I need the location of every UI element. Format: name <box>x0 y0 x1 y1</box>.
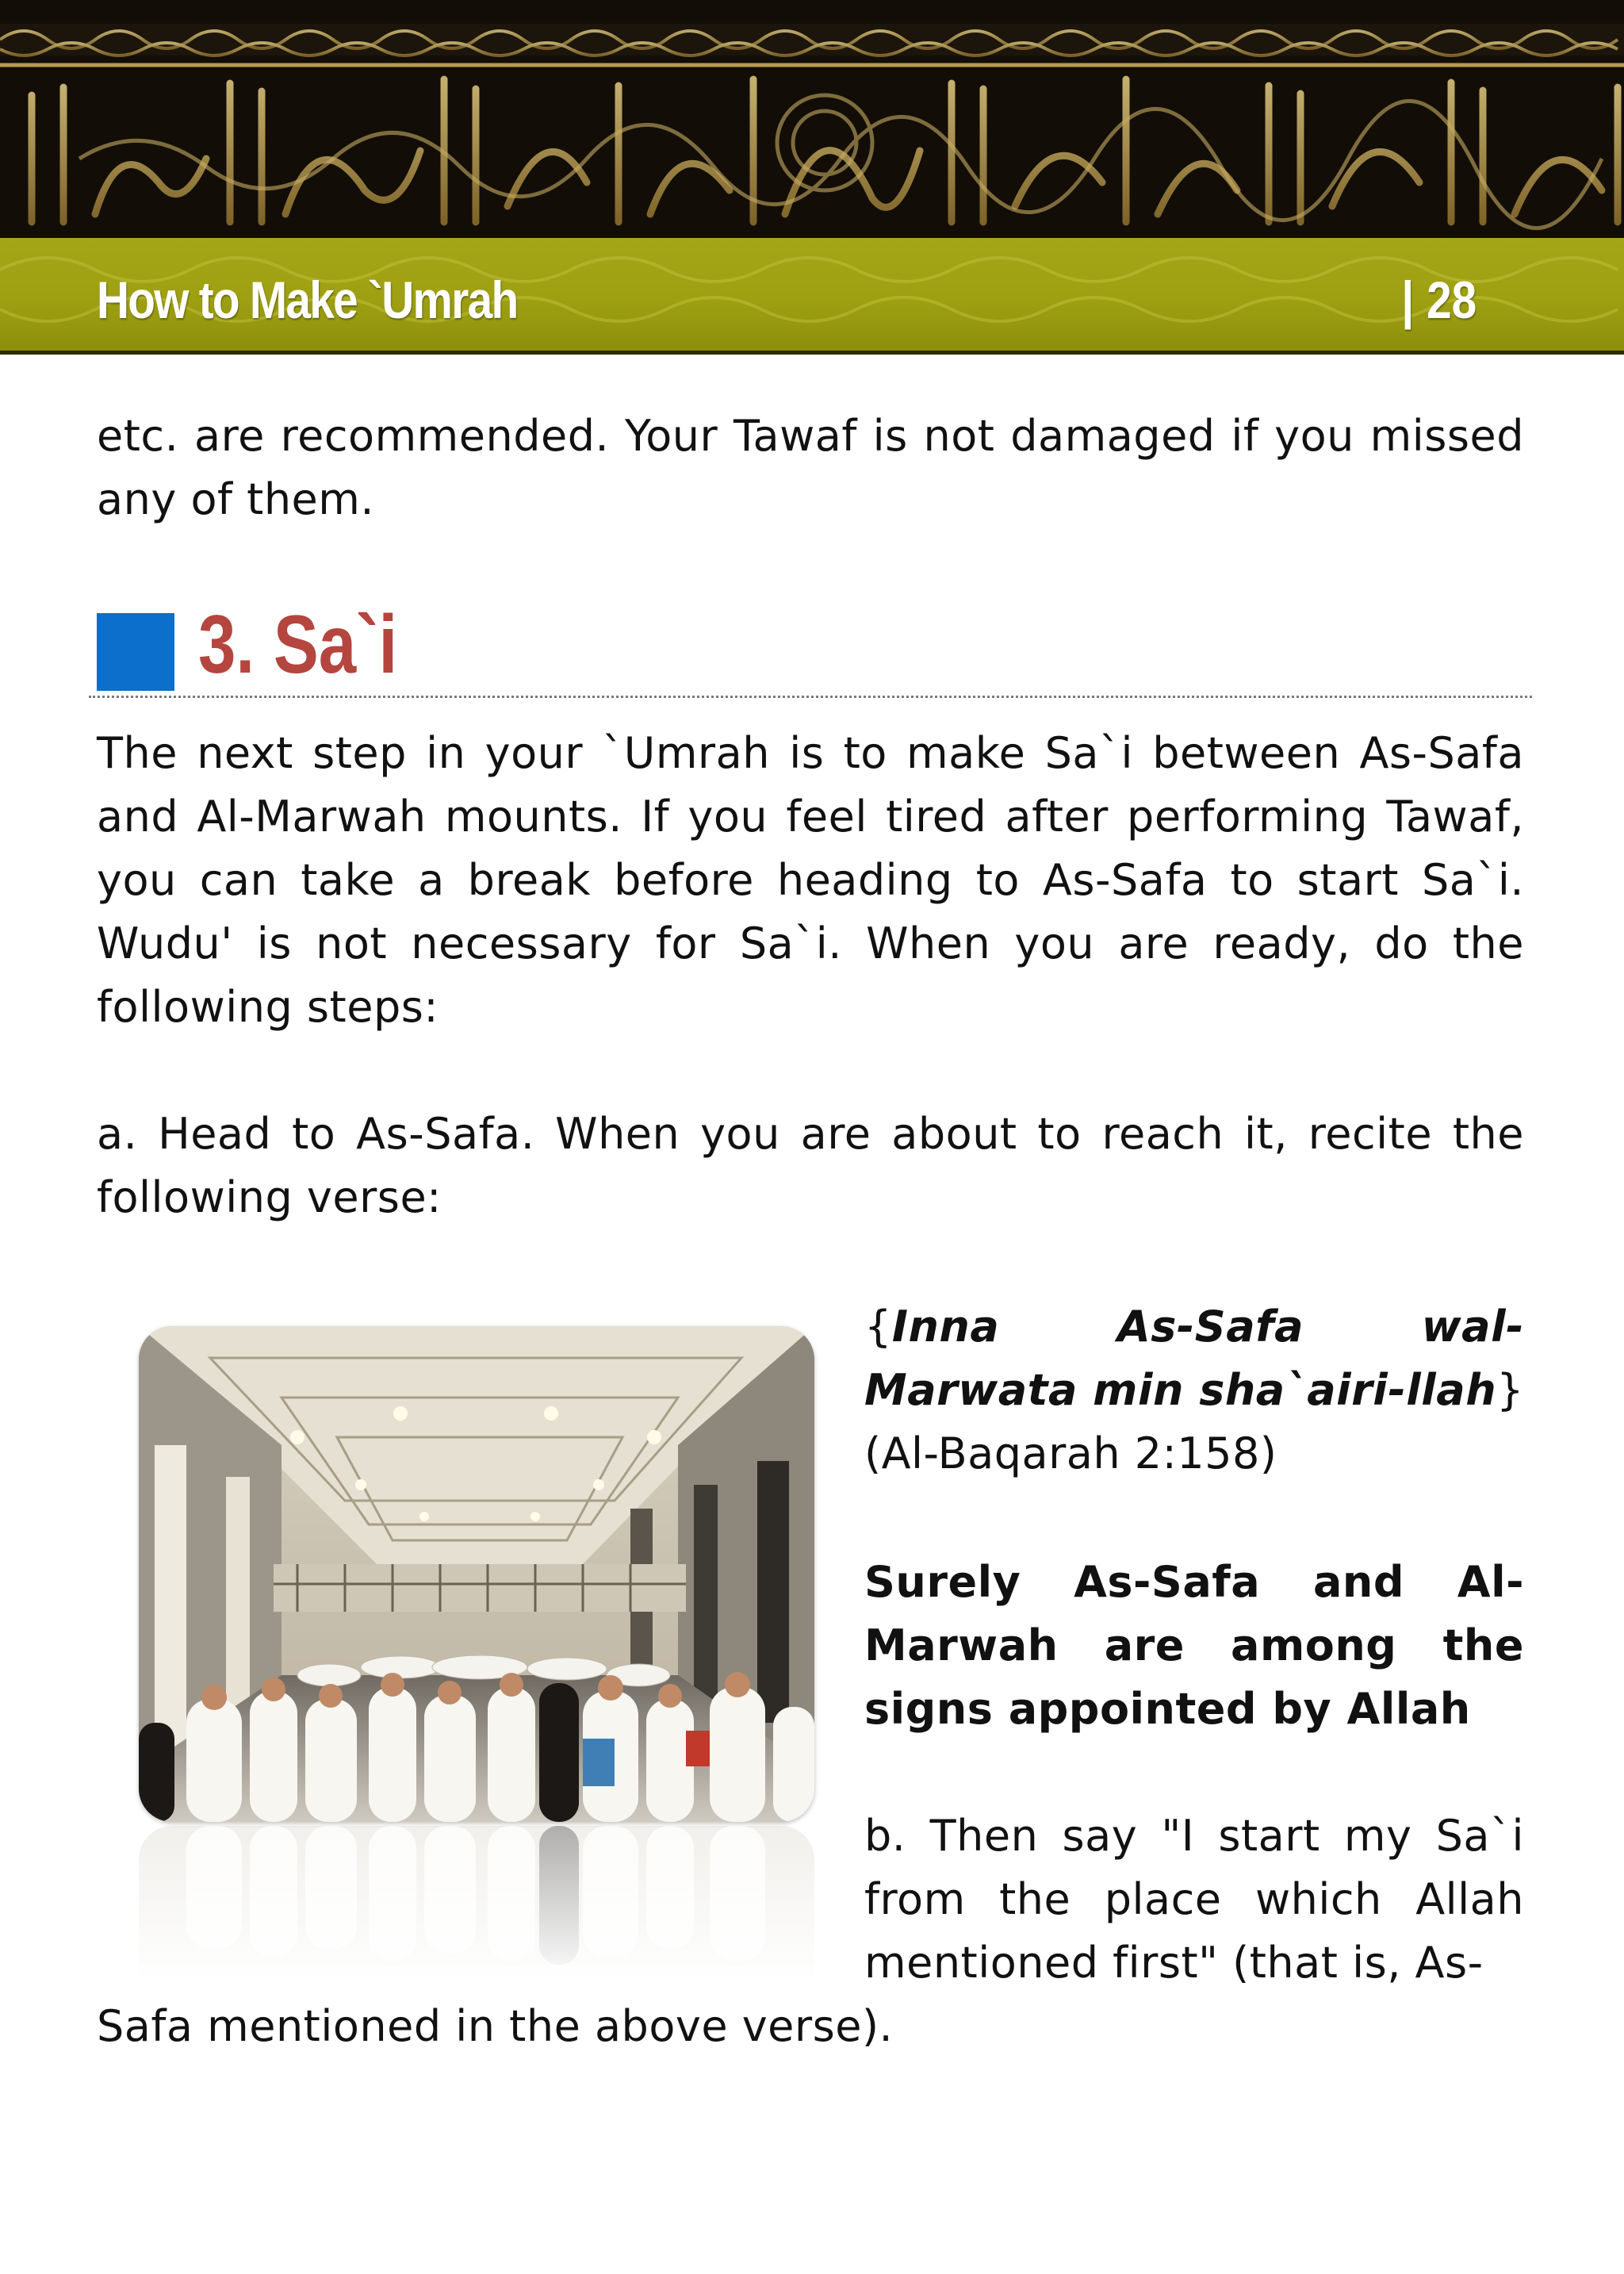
verse-open-brace: { <box>864 1302 892 1352</box>
main-paragraph: The next step in your `Umrah is to make Sa`i between As-Safa and Al-Marwah mounts. If you feel tired after performing Tawaf, you can take a break before heading to As-Safa to start Sa`i. Wudu' is not necessary for Sa`i. When you are ready, do the following steps: <box>97 728 1524 1032</box>
document-title: How to Make `Umrah <box>97 270 518 329</box>
photo-reflection-graphic <box>139 1826 814 1984</box>
verse-transliteration: Inna As-Safa wal-Marwata min sha`airi-llah <box>864 1302 1524 1415</box>
calligraphy-decoration <box>0 0 1624 238</box>
intro-paragraph: etc. are recommended. Your Tawaf is not damaged if you missed any of them. <box>97 411 1524 524</box>
page-number-value: 28 <box>1426 270 1477 329</box>
header-banner-image <box>0 0 1624 238</box>
verse-translation: Surely As-Safa and Al-Marwah are among the signs appointed by Allah <box>864 1557 1524 1734</box>
photo-reflection <box>139 1826 814 1984</box>
page-number <box>1401 270 1477 330</box>
masa-corridor-illustration <box>139 1326 814 1822</box>
step-b-paragraph: b. Then say "I start my Sa`i from the place which Allah mentioned first" (that is, As- <box>864 1811 1524 1988</box>
section-divider <box>89 696 1532 698</box>
step-a-paragraph: a. Head to As-Safa. When you are about to reach it, recite the following verse: <box>97 1109 1524 1222</box>
page-separator: | <box>1401 270 1415 329</box>
section-title: 3. Sa`i <box>198 599 398 691</box>
section-marker-square <box>97 613 174 691</box>
step-b-continuation: Safa mentioned in the above verse). <box>97 2001 894 2051</box>
verse-close-brace: } <box>1496 1365 1524 1415</box>
masa-crowd-photo <box>139 1326 814 1822</box>
quran-verse <box>864 1295 1524 1486</box>
verse-reference: (Al-Baqarah 2:158) <box>864 1428 1277 1478</box>
